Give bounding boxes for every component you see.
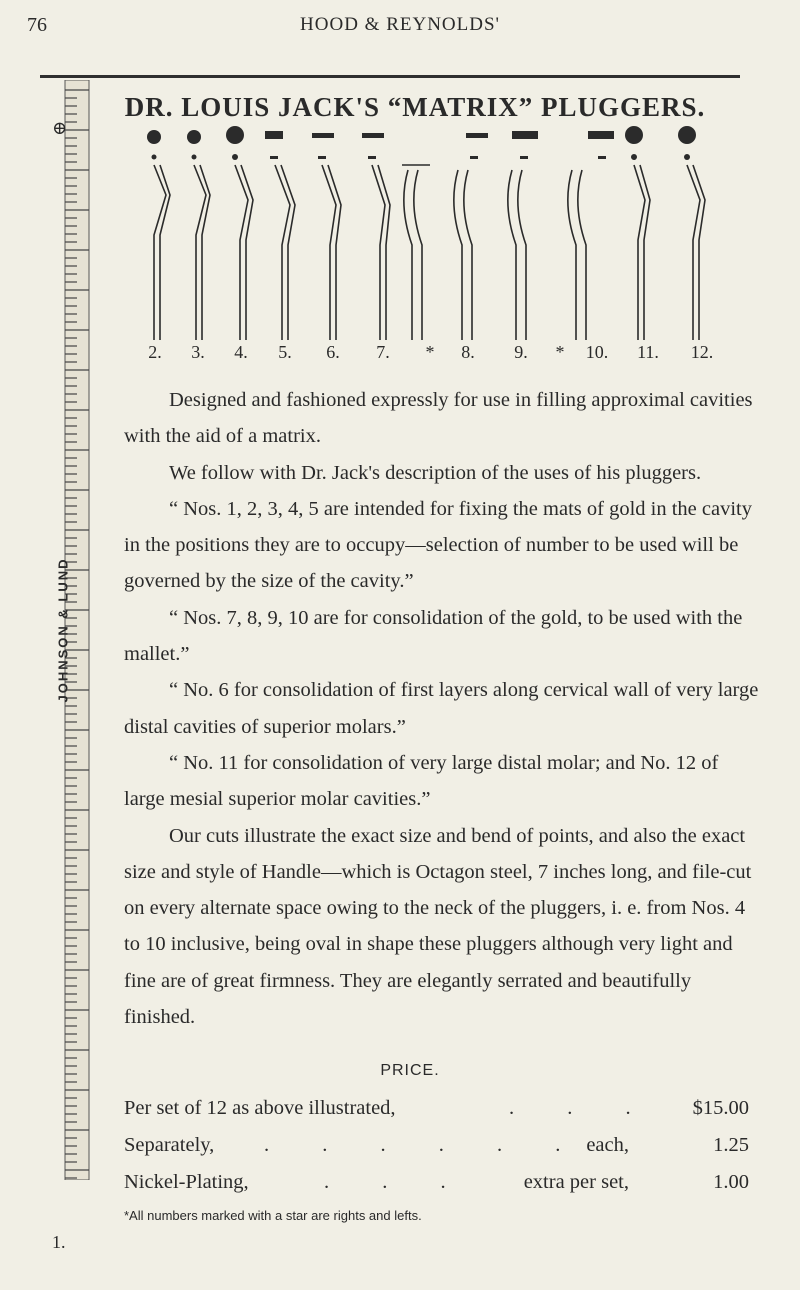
figure-label: * (555, 342, 565, 362)
figure-labels (140, 342, 740, 368)
spine-text: JOHNSON & LUND (55, 557, 71, 703)
leader-dots: . . . (509, 1097, 655, 1119)
paragraph: Our cuts illustrate the exact size and bend of points, and also the exact size and style of Handle—which is Octagon steel, 7 inches long, and file-cut on every alternate space owing to the neck of the pluggers, i. e. from Nos. 4 to 10 inclusive, being oval in shape these pluggers although very light and fine are of great firmness. They are elegantly serrated and beautifully finished. (124, 824, 752, 1029)
figure-label: 10. (585, 342, 609, 362)
paragraph: Designed and fashioned expressly for use in filling approximal cavities with the aid of a matrix. (124, 389, 753, 448)
figure-label: * (425, 342, 435, 362)
price-unit: extra per set, (523, 1171, 629, 1193)
paragraph: We follow with Dr. Jack's description of the uses of his pluggers. (169, 461, 702, 484)
figure-label: 6. (326, 342, 340, 362)
running-head: HOOD & REYNOLDS' (300, 14, 500, 35)
price-row (124, 1134, 749, 1164)
price-heading: PRICE. (380, 1062, 440, 1079)
figure-label: 12. (690, 342, 714, 362)
plugger-dots (152, 154, 691, 160)
price-unit: each, (586, 1134, 629, 1156)
figure-label: 9. (514, 342, 528, 362)
footnote: *All numbers marked with a star are rights and lefts. (124, 1208, 422, 1223)
price-label: Nickel-Plating, (124, 1171, 249, 1193)
header-rule (40, 75, 740, 78)
figure-label: 2. (148, 342, 162, 362)
figure-label: 4. (234, 342, 248, 362)
price-row (124, 1171, 749, 1201)
price-label: Separately, (124, 1134, 215, 1156)
figure-label: 7. (376, 342, 390, 362)
figure-label: 3. (191, 342, 205, 362)
paragraph: “ No. 11 for consolidation of very large distal molar; and No. 12 of large mesial superior molar cavities.” (124, 751, 719, 811)
figure-label: 5. (278, 342, 292, 362)
figure-label: 11. (637, 342, 659, 362)
figure-label: 8. (461, 342, 475, 362)
paragraph: “ Nos. 7, 8, 9, 10 are for consolidation of the gold, to be used with the mallet.” (124, 606, 743, 666)
margin-number: 1. (52, 1232, 66, 1252)
plugger-illustration (140, 125, 740, 340)
page-title: DR. LOUIS JACK'S “MATRIX” PLUGGERS. (124, 92, 706, 122)
description-text (124, 382, 764, 1035)
plugger-shanks (154, 165, 705, 340)
price-amount: 1.25 (713, 1134, 749, 1156)
price-amount: $15.00 (692, 1097, 749, 1119)
page-number: 76 (27, 14, 47, 36)
paragraph: “ Nos. 1, 2, 3, 4, 5 are intended for fixing the mats of gold in the cavity in the positions they are to occupy—selection of number to be used will be governed by the size of the cavity.” (124, 497, 752, 593)
price-amount: 1.00 (713, 1171, 749, 1193)
circle-mark-icon: ⊕ (52, 118, 68, 138)
leader-dots: . . . (324, 1171, 470, 1193)
plugger-tips (147, 126, 696, 144)
price-row (124, 1097, 749, 1127)
price-label: Per set of 12 as above illustrated, (124, 1097, 396, 1119)
paragraph: “ No. 6 for consolidation of first layers along cervical wall of very large distal cavities of superior molars.” (124, 679, 759, 738)
leader-dots: . . . . . . (264, 1134, 585, 1156)
